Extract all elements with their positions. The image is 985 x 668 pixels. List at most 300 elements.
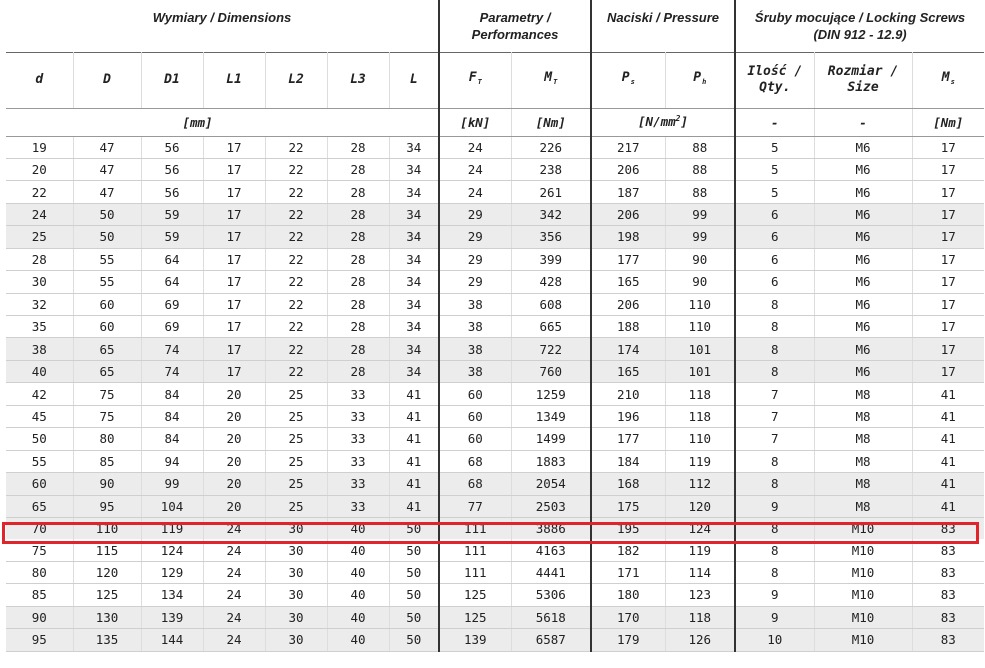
table-cell: 198 — [591, 226, 665, 248]
table-row — [6, 158, 984, 180]
table-cell: 90 — [6, 606, 73, 628]
table-cell: M8 — [814, 473, 912, 495]
table-cell: 50 — [389, 517, 439, 539]
table-cell: 28 — [327, 203, 389, 225]
table-cell: 34 — [389, 181, 439, 203]
table-cell: 88 — [665, 181, 735, 203]
table-cell: 30 — [265, 561, 327, 583]
table-cell: 119 — [665, 539, 735, 561]
table-cell: 24 — [6, 203, 73, 225]
table-row — [6, 360, 984, 382]
table-cell: 2054 — [511, 473, 591, 495]
table-cell: 38 — [6, 338, 73, 360]
table-cell: 125 — [439, 584, 511, 606]
table-cell: 608 — [511, 293, 591, 315]
col-F: $F_T$ — [439, 52, 511, 108]
table-cell: 47 — [73, 181, 141, 203]
table-row — [6, 473, 984, 495]
col-d: d — [6, 52, 73, 108]
table-cell: 25 — [265, 428, 327, 450]
table-cell: 1259 — [511, 383, 591, 405]
table-cell: 20 — [6, 158, 73, 180]
table-cell: 34 — [389, 271, 439, 293]
table-cell: M10 — [814, 629, 912, 651]
table-cell: 80 — [6, 561, 73, 583]
table-cell: 41 — [389, 495, 439, 517]
table-cell: 84 — [141, 405, 203, 427]
table-cell: 165 — [591, 360, 665, 382]
table-cell: 29 — [439, 271, 511, 293]
table-cell: 47 — [73, 158, 141, 180]
table-cell: 134 — [141, 584, 203, 606]
col-Ph: $P_h$ — [665, 52, 735, 108]
table-cell: 59 — [141, 203, 203, 225]
table-cell: 25 — [265, 405, 327, 427]
table-cell: 238 — [511, 158, 591, 180]
table-cell: 7 — [735, 383, 814, 405]
table-cell: 28 — [327, 226, 389, 248]
table-cell: M6 — [814, 248, 912, 270]
table-cell: 175 — [591, 495, 665, 517]
table-cell: 34 — [389, 316, 439, 338]
table-body — [6, 136, 984, 651]
table-cell: 17 — [912, 360, 984, 382]
table-cell: 24 — [439, 181, 511, 203]
col-L: L — [389, 52, 439, 108]
table-cell: 10 — [735, 629, 814, 651]
table-row — [6, 316, 984, 338]
table-cell: 8 — [735, 450, 814, 472]
table-cell: 25 — [265, 495, 327, 517]
table-cell: 171 — [591, 561, 665, 583]
table-cell: 70 — [6, 517, 73, 539]
table-cell: 65 — [73, 338, 141, 360]
unit-dimensions: [mm] — [6, 108, 389, 136]
table-cell: 75 — [73, 405, 141, 427]
col-qty: Ilość / Qty. — [735, 52, 814, 108]
table-cell: 135 — [73, 629, 141, 651]
table-cell: 90 — [665, 248, 735, 270]
table-cell: 114 — [665, 561, 735, 583]
table-cell: 196 — [591, 405, 665, 427]
table-cell: 24 — [203, 539, 265, 561]
table-cell: 9 — [735, 606, 814, 628]
table-cell: 83 — [912, 606, 984, 628]
table-cell: 124 — [665, 517, 735, 539]
unit-size: - — [814, 108, 912, 136]
table-cell: 17 — [912, 248, 984, 270]
table-cell: 180 — [591, 584, 665, 606]
col-M: $M_T$ — [511, 52, 591, 108]
table-cell: 84 — [141, 383, 203, 405]
table-cell: 144 — [141, 629, 203, 651]
table-cell: 28 — [327, 316, 389, 338]
table-cell: 5618 — [511, 606, 591, 628]
table-cell: 22 — [265, 158, 327, 180]
table-cell: 95 — [6, 629, 73, 651]
table-cell: 88 — [665, 158, 735, 180]
table-cell: 33 — [327, 495, 389, 517]
col-D1: D1 — [141, 52, 203, 108]
table-cell: 85 — [73, 450, 141, 472]
table-row — [6, 584, 984, 606]
table-cell: 34 — [389, 338, 439, 360]
table-cell: 99 — [665, 203, 735, 225]
table-cell: M10 — [814, 539, 912, 561]
table-cell: 42 — [6, 383, 73, 405]
table-cell: 20 — [203, 473, 265, 495]
table-cell: 6 — [735, 203, 814, 225]
table-row — [6, 271, 984, 293]
table-cell: 110 — [665, 293, 735, 315]
table-cell: 50 — [73, 203, 141, 225]
table-cell: 17 — [912, 181, 984, 203]
table-cell: 34 — [389, 293, 439, 315]
table-cell: 19 — [6, 136, 73, 158]
table-cell: 1349 — [511, 405, 591, 427]
table-cell: 22 — [265, 203, 327, 225]
table-cell: 20 — [203, 428, 265, 450]
table-cell: 206 — [591, 293, 665, 315]
unit-screw-torque: [Nm] — [912, 108, 984, 136]
table-cell: 356 — [511, 226, 591, 248]
table-cell: 206 — [591, 158, 665, 180]
table-cell: 25 — [265, 473, 327, 495]
table-cell: 187 — [591, 181, 665, 203]
table-cell: 38 — [439, 293, 511, 315]
table-cell: 22 — [265, 338, 327, 360]
table-cell: 84 — [141, 428, 203, 450]
table-cell: 20 — [203, 450, 265, 472]
table-cell: 170 — [591, 606, 665, 628]
table-cell: 112 — [665, 473, 735, 495]
table-cell: 28 — [327, 293, 389, 315]
table-cell: 17 — [912, 226, 984, 248]
group-screws-line2: (DIN 912 - 12.9) — [813, 27, 907, 42]
table-cell: 55 — [73, 271, 141, 293]
table-cell: 184 — [591, 450, 665, 472]
table-cell: 7 — [735, 428, 814, 450]
table-cell: 210 — [591, 383, 665, 405]
table-cell: 69 — [141, 293, 203, 315]
unit-qty: - — [735, 108, 814, 136]
table-cell: 8 — [735, 360, 814, 382]
table-cell: 56 — [141, 181, 203, 203]
table-cell: 30 — [265, 517, 327, 539]
table-cell: 41 — [389, 405, 439, 427]
table-cell: 8 — [735, 473, 814, 495]
table-cell: 8 — [735, 338, 814, 360]
table-row — [6, 517, 984, 539]
table-cell: 206 — [591, 203, 665, 225]
table-cell: 34 — [389, 203, 439, 225]
table-cell: 17 — [203, 248, 265, 270]
table-cell: 17 — [912, 136, 984, 158]
table-cell: 17 — [203, 226, 265, 248]
table-cell: 139 — [439, 629, 511, 651]
table-cell: 5 — [735, 158, 814, 180]
table-cell: 9 — [735, 584, 814, 606]
table-cell: 29 — [439, 248, 511, 270]
table-cell: 9 — [735, 495, 814, 517]
table-cell: 17 — [203, 203, 265, 225]
table-cell: M8 — [814, 495, 912, 517]
table-cell: 6587 — [511, 629, 591, 651]
table-cell: 17 — [203, 338, 265, 360]
table-cell: 125 — [439, 606, 511, 628]
table-cell: 22 — [6, 181, 73, 203]
table-cell: 68 — [439, 473, 511, 495]
table-cell: 29 — [439, 226, 511, 248]
table-cell: 28 — [327, 248, 389, 270]
table-cell: M10 — [814, 517, 912, 539]
table-cell: 34 — [389, 360, 439, 382]
table-cell: 5306 — [511, 584, 591, 606]
table-cell: 50 — [389, 561, 439, 583]
table-cell: 75 — [73, 383, 141, 405]
table-cell: 119 — [141, 517, 203, 539]
table-cell: 99 — [141, 473, 203, 495]
table-cell: 33 — [327, 383, 389, 405]
unit-force: [kN] — [439, 108, 511, 136]
table-cell: 30 — [6, 271, 73, 293]
table-cell: M6 — [814, 136, 912, 158]
table-cell: 28 — [6, 248, 73, 270]
table-cell: 2503 — [511, 495, 591, 517]
table-cell: M10 — [814, 561, 912, 583]
table-cell: M6 — [814, 181, 912, 203]
table-cell: 30 — [265, 629, 327, 651]
table-cell: 65 — [73, 360, 141, 382]
table-cell: 45 — [6, 405, 73, 427]
table-cell: 120 — [665, 495, 735, 517]
table-row — [6, 539, 984, 561]
table-cell: 59 — [141, 226, 203, 248]
table-row — [6, 405, 984, 427]
table-cell: 101 — [665, 360, 735, 382]
table-cell: 85 — [6, 584, 73, 606]
table-cell: 226 — [511, 136, 591, 158]
unit-pressure: $[N/mm^2]$ — [591, 108, 735, 136]
table-cell: 55 — [73, 248, 141, 270]
table-cell: 55 — [6, 450, 73, 472]
table-cell: 74 — [141, 360, 203, 382]
table-cell: M6 — [814, 316, 912, 338]
table-cell: 28 — [327, 360, 389, 382]
table-cell: 83 — [912, 561, 984, 583]
table-cell: 34 — [389, 248, 439, 270]
table-cell: 41 — [389, 428, 439, 450]
table-cell: 41 — [389, 450, 439, 472]
table-cell: 665 — [511, 316, 591, 338]
table-cell: 101 — [665, 338, 735, 360]
table-cell: 17 — [912, 338, 984, 360]
unit-blank — [389, 108, 439, 136]
table-row — [6, 136, 984, 158]
table-cell: M10 — [814, 584, 912, 606]
table-cell: 33 — [327, 428, 389, 450]
group-screws-line1: Śruby mocujące / Locking Screws — [754, 10, 966, 25]
dimensions-table — [6, 0, 984, 652]
table-cell: 182 — [591, 539, 665, 561]
table-cell: 34 — [389, 158, 439, 180]
table-cell: 28 — [327, 136, 389, 158]
table-cell: M8 — [814, 428, 912, 450]
table-cell: 80 — [73, 428, 141, 450]
table-cell: 33 — [327, 473, 389, 495]
table-cell: 5 — [735, 136, 814, 158]
group-performances-line1: Parametry / — [479, 10, 551, 25]
table-cell: 28 — [327, 338, 389, 360]
table-cell: 38 — [439, 316, 511, 338]
table-cell: 24 — [439, 158, 511, 180]
table-cell: 111 — [439, 517, 511, 539]
table-cell: 22 — [265, 271, 327, 293]
table-cell: M6 — [814, 158, 912, 180]
table-cell: 41 — [912, 450, 984, 472]
table-cell: 139 — [141, 606, 203, 628]
table-cell: 28 — [327, 181, 389, 203]
col-Ps: $P_s$ — [591, 52, 665, 108]
table-cell: 41 — [912, 383, 984, 405]
table-cell: 111 — [439, 561, 511, 583]
table-cell: 74 — [141, 338, 203, 360]
table-cell: 35 — [6, 316, 73, 338]
group-dimensions: Wymiary / Dimensions — [6, 0, 439, 52]
table-cell: 38 — [439, 338, 511, 360]
table-cell: 64 — [141, 248, 203, 270]
table-cell: M6 — [814, 271, 912, 293]
table-cell: 22 — [265, 136, 327, 158]
table-cell: 33 — [327, 405, 389, 427]
table-cell: 50 — [389, 539, 439, 561]
table-cell: 68 — [439, 450, 511, 472]
table-cell: 60 — [73, 293, 141, 315]
table-cell: 40 — [6, 360, 73, 382]
group-pressure: Naciski / Pressure — [591, 0, 735, 52]
table-cell: 60 — [439, 405, 511, 427]
table-cell: 17 — [912, 271, 984, 293]
table-row — [6, 383, 984, 405]
table-cell: 28 — [327, 158, 389, 180]
table-cell: 1883 — [511, 450, 591, 472]
table-cell: 20 — [203, 383, 265, 405]
table-cell: 6 — [735, 271, 814, 293]
table-cell: 41 — [389, 473, 439, 495]
table-cell: 41 — [912, 495, 984, 517]
table-cell: 110 — [73, 517, 141, 539]
col-L1: L1 — [203, 52, 265, 108]
table-cell: 77 — [439, 495, 511, 517]
col-L3: L3 — [327, 52, 389, 108]
table-cell: 123 — [665, 584, 735, 606]
table-cell: 17 — [203, 360, 265, 382]
table-cell: 50 — [389, 629, 439, 651]
table-row — [6, 293, 984, 315]
table-cell: M6 — [814, 360, 912, 382]
table-row — [6, 629, 984, 651]
table-cell: 17 — [203, 158, 265, 180]
table-cell: 30 — [265, 606, 327, 628]
table-cell: 34 — [389, 226, 439, 248]
table-cell: 83 — [912, 539, 984, 561]
table-cell: 110 — [665, 316, 735, 338]
table-cell: 760 — [511, 360, 591, 382]
table-row — [6, 226, 984, 248]
table-cell: 38 — [439, 360, 511, 382]
table-cell: 22 — [265, 360, 327, 382]
table-cell: 24 — [203, 517, 265, 539]
table-cell: 17 — [912, 316, 984, 338]
table-cell: M6 — [814, 338, 912, 360]
table-cell: 56 — [141, 136, 203, 158]
table-cell: 40 — [327, 539, 389, 561]
table-cell: 28 — [327, 271, 389, 293]
table-cell: 40 — [327, 606, 389, 628]
table-cell: 4163 — [511, 539, 591, 561]
table-cell: 41 — [912, 405, 984, 427]
col-size: Rozmiar / Size — [814, 52, 912, 108]
table-cell: 29 — [439, 203, 511, 225]
table-cell: 119 — [665, 450, 735, 472]
table-cell: 25 — [6, 226, 73, 248]
table-cell: 90 — [73, 473, 141, 495]
table-cell: 25 — [265, 383, 327, 405]
table-cell: 75 — [6, 539, 73, 561]
table-cell: 4441 — [511, 561, 591, 583]
table-cell: 40 — [327, 584, 389, 606]
table-cell: 120 — [73, 561, 141, 583]
table-cell: 1499 — [511, 428, 591, 450]
group-locking-screws — [735, 0, 984, 52]
col-Ms: $M_s$ — [912, 52, 984, 108]
table-cell: 125 — [73, 584, 141, 606]
table-cell: 33 — [327, 450, 389, 472]
table-cell: 40 — [327, 517, 389, 539]
table-cell: 17 — [203, 136, 265, 158]
table-cell: 17 — [912, 293, 984, 315]
group-performances-line2: Performances — [471, 27, 559, 42]
table-cell: M10 — [814, 606, 912, 628]
table-cell: 17 — [203, 271, 265, 293]
table-cell: 90 — [665, 271, 735, 293]
table-cell: 110 — [665, 428, 735, 450]
table-cell: 168 — [591, 473, 665, 495]
table-cell: 22 — [265, 181, 327, 203]
table-cell: 30 — [265, 584, 327, 606]
table-cell: 179 — [591, 629, 665, 651]
table-cell: M8 — [814, 450, 912, 472]
table-cell: 17 — [912, 158, 984, 180]
table-cell: M6 — [814, 226, 912, 248]
col-L2: L2 — [265, 52, 327, 108]
table-cell: 24 — [203, 584, 265, 606]
table-row — [6, 495, 984, 517]
table-cell: 177 — [591, 248, 665, 270]
table-cell: 60 — [6, 473, 73, 495]
table-cell: 722 — [511, 338, 591, 360]
table-cell: 24 — [203, 606, 265, 628]
table-cell: 20 — [203, 405, 265, 427]
table-cell: 99 — [665, 226, 735, 248]
table-cell: 50 — [389, 606, 439, 628]
table-cell: 7 — [735, 405, 814, 427]
table-cell: 60 — [73, 316, 141, 338]
table-cell: 8 — [735, 316, 814, 338]
table-cell: 41 — [389, 383, 439, 405]
table-cell: 3886 — [511, 517, 591, 539]
table-cell: 104 — [141, 495, 203, 517]
